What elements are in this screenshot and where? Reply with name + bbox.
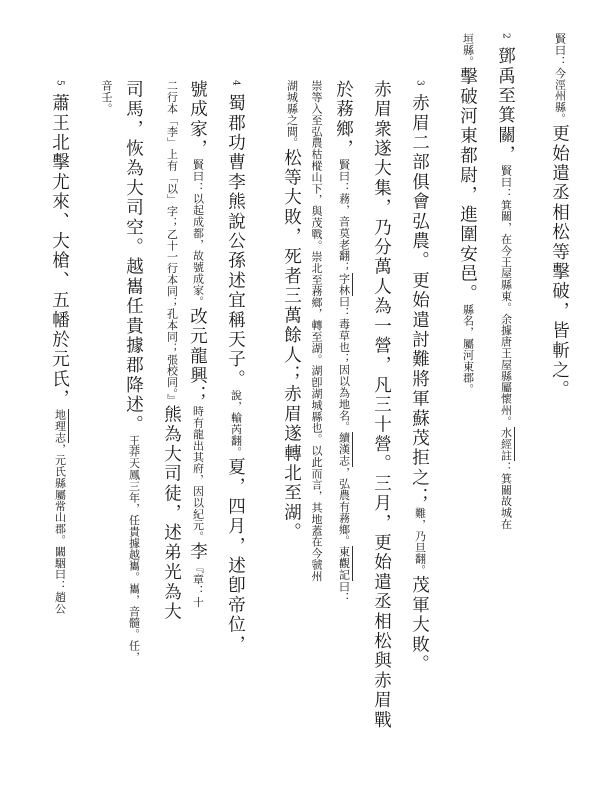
commentary-text: 曰：毒草也；因以為地名。 <box>337 295 351 433</box>
main-text: 更始遣丞相松等擊破，皆斬之。 <box>549 124 570 401</box>
main-text: 李 <box>187 542 208 563</box>
text-column-14 <box>50 80 68 614</box>
book-title-text: 地理志 <box>53 408 67 444</box>
main-text: 赤眉衆遂大集，乃分萬人為一營，凡三十營。三月，更始遣丞相松與赤眉戰 <box>371 80 392 731</box>
main-text: 於蓩鄉， <box>333 80 354 159</box>
main-text: 夏，四月，述卽帝位， <box>225 457 246 655</box>
text-column-13 <box>98 80 114 114</box>
commentary-text: 說，輸芮翻。 <box>229 389 243 458</box>
text-column-2 <box>496 33 514 530</box>
text-column-12 <box>124 80 142 663</box>
main-text: 蜀郡功曹李熊說公孫述宜稱天子。 <box>225 93 246 390</box>
commentary-text: 賢曰：今涇州縣。 <box>553 33 567 125</box>
main-text: 熊為大司徒，述弟光為大 <box>161 405 182 622</box>
paragraph-number: 2 <box>500 33 511 39</box>
text-column-7 <box>308 80 324 582</box>
book-title-text: 水經註 <box>499 427 513 462</box>
commentary-text: 『章：十 <box>191 562 205 608</box>
commentary-text: 王莽天鳳三年，任貴據越巂。巂，音髓。任， <box>127 434 141 663</box>
text-column-9 <box>226 80 244 655</box>
commentary-text: 賢曰：以起成都，故號成家。 <box>191 158 205 308</box>
commentary-text: ，元氏縣屬常山郡。闞駰曰：趙公 <box>53 443 67 615</box>
main-text: 松等大敗，死者三萬餘人；赤眉遂轉北至湖。 <box>281 148 302 543</box>
paragraph-number: 5 <box>54 80 65 86</box>
commentary-text: ，弘農有蓩鄉。 <box>337 466 351 547</box>
main-text: 赤眉二部俱會弘農。更始遣討難將軍蘇茂拒之； <box>409 93 430 508</box>
main-text: 茂軍大敗。 <box>409 575 430 675</box>
commentary-text: 崇等入至弘農枯樅山下，與茂戰。崇北至蓩鄉，轉至湖。湖卽湖城縣也。以此而言，其地蓋在今虢州 <box>310 80 323 582</box>
commentary-text: 曰： <box>337 580 351 604</box>
book-title-text: 續漢志 <box>337 432 351 467</box>
text-column-6 <box>334 80 352 603</box>
text-column-10 <box>188 80 206 608</box>
text-column-1 <box>550 33 568 400</box>
commentary-text: 時有龍出其府，因以紀元。 <box>191 405 205 543</box>
commentary-text: 賢曰：箕關，在今王屋縣東。余據唐王屋縣屬懷州。 <box>499 164 513 428</box>
commentary-text: 二行本「李」上有「以」字；乙十一行本同；孔本同；張校同。』 <box>165 80 179 406</box>
book-title-text: 字林 <box>337 272 351 296</box>
text-column-4 <box>410 80 428 674</box>
text-column-3 <box>458 33 476 395</box>
commentary-text: 難，乃旦翻。 <box>413 507 427 576</box>
book-title-text: 東觀記 <box>337 546 351 581</box>
commentary-text: 賢曰：蓩，音莫老翻； <box>337 158 351 273</box>
text-column-11 <box>162 80 180 622</box>
main-text: 鄧禹至箕關， <box>495 46 516 165</box>
paragraph-number: 4 <box>230 80 241 86</box>
main-text: 改元龍興； <box>187 307 208 406</box>
paragraph-number: 3 <box>414 80 425 86</box>
commentary-text: 垣縣。 <box>461 33 475 68</box>
main-text: 司馬，恢為大司空。越巂任貴據郡降述。 <box>123 80 144 435</box>
main-text: 擊破河東都尉，進圍安邑。 <box>457 67 478 304</box>
main-text: 號成家， <box>187 80 208 159</box>
commentary-text: 湖城縣之間。 <box>285 80 299 149</box>
text-column-5 <box>372 80 390 730</box>
commentary-text: ：箕關故城在 <box>499 461 513 530</box>
commentary-text: 音壬。 <box>100 80 113 115</box>
text-column-8 <box>282 80 300 542</box>
commentary-text: 縣名，屬河東郡。 <box>461 303 475 395</box>
main-text: 蕭王北擊尤來、大槍、五幡於元氏， <box>49 93 70 409</box>
